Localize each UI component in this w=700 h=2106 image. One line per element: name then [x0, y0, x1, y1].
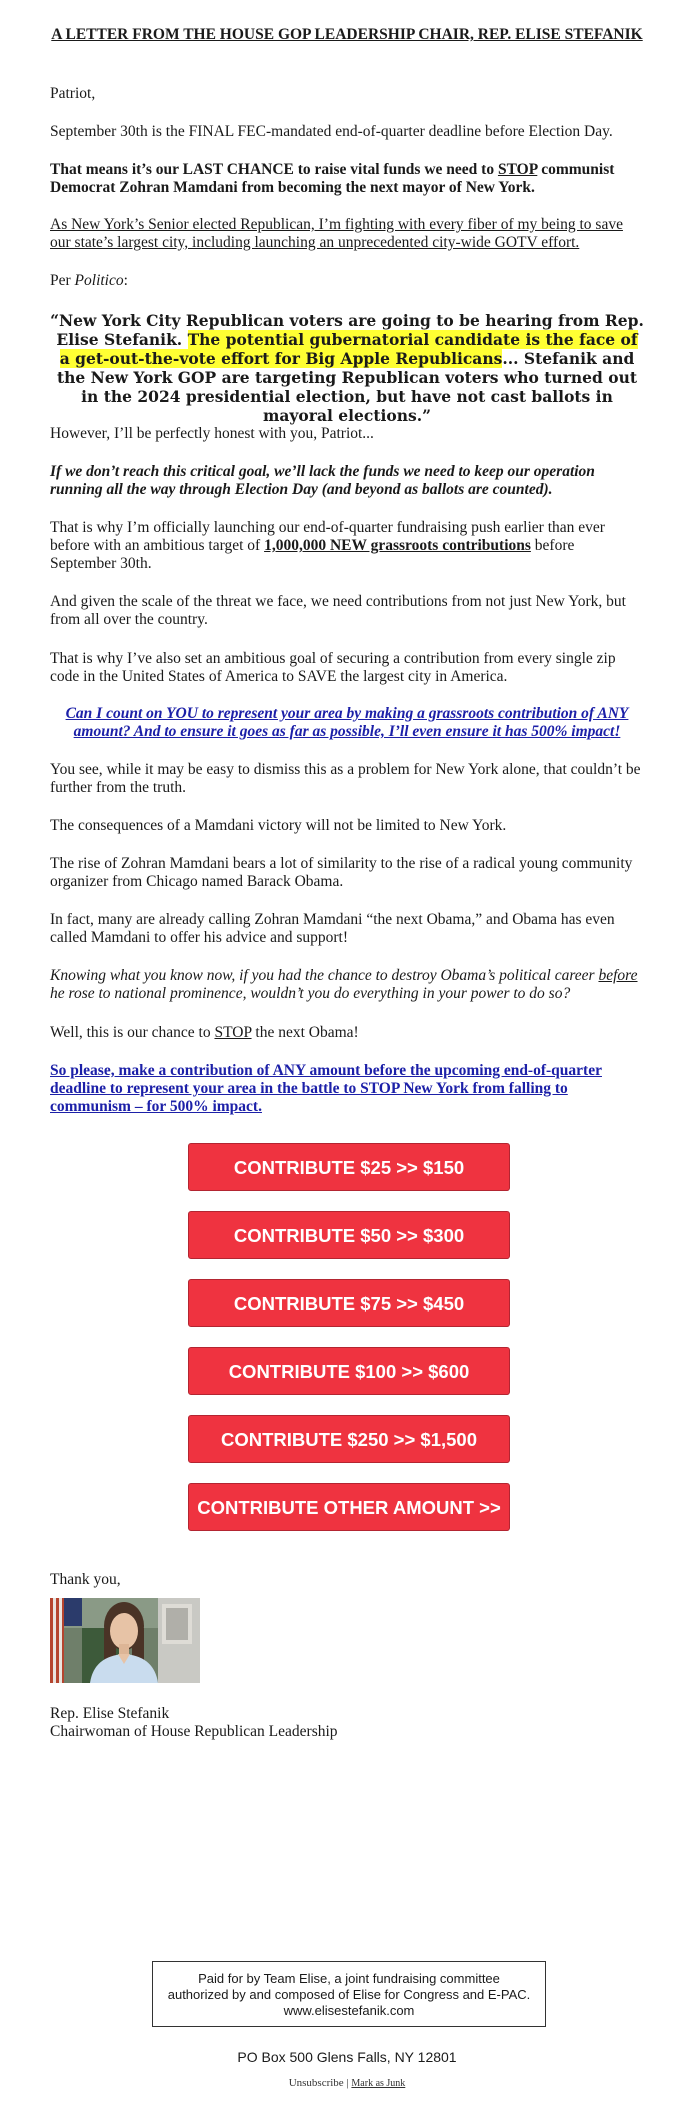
contribute-50-button[interactable]: CONTRIBUTE $50 >> $300 [188, 1211, 510, 1259]
paragraph-zip-code: That is why I’ve also set an ambitious goal of securing a contribution from every single zip code in the United States of America to SAVE the largest city in America. [50, 650, 616, 685]
paragraph-scale-threat: And given the scale of the threat we face, we need contributions from not just New York, but from all over the country. [50, 593, 626, 628]
contribute-100-button[interactable]: CONTRIBUTE $100 >> $600 [188, 1347, 510, 1395]
stop-emphasis-2: STOP [214, 1024, 252, 1041]
footer-separator: | [346, 2077, 349, 2089]
target-emphasis: 1,000,000 NEW grassroots contributions [264, 537, 531, 554]
unsubscribe-link[interactable]: Unsubscribe [288, 2077, 344, 2089]
paragraph-consequences: The consequences of a Mamdani victory will not be limited to New York. [50, 817, 507, 834]
contribute-other-button[interactable]: CONTRIBUTE OTHER AMOUNT >> [188, 1483, 510, 1531]
paragraph-next-obama: In fact, many are already calling Zohran Mamdani “the next Obama,” and Obama has even called Mamdani to offer his advice and support! [50, 911, 615, 946]
paragraph-rise: The rise of Zohran Mamdani bears a lot of similarity to the rise of a radical young community organizer from Chicago named Barack Obama. [50, 855, 633, 890]
mark-as-junk-link[interactable]: Mark as Junk [351, 2078, 406, 2089]
paragraph-deadline: September 30th is the FINAL FEC-mandated end-of-quarter deadline before Election Day. [50, 123, 613, 140]
sign-off-thanks: Thank you, [50, 1571, 121, 1588]
quote-highlight: The potential gubernatorial candidate is the face of a get-out-the-vote effort for Big Apple Republicans [59, 330, 638, 368]
signer-name: Rep. Elise Stefanik [50, 1705, 170, 1722]
unsubscribe-row [50, 2077, 644, 2090]
contribute-link-represent[interactable]: Can I count on YOU to represent your area by making a grassroots contribution of ANY amount? And to ensure it goes as far as possible, I’ll even ensure it has 500% impact! [65, 705, 629, 740]
paragraph-per-politico: Per Politico: [50, 272, 128, 289]
contribute-25-button[interactable]: CONTRIBUTE $25 >> $150 [188, 1143, 510, 1191]
stop-emphasis: STOP [497, 161, 538, 178]
stefanik-photo [50, 1598, 200, 1683]
paragraph-knowing: Knowing what you know now, if you had the chance to destroy Obama’s political career before he rose to national prominence, wouldn’t you do everything in your power to do so? [50, 967, 638, 1002]
paragraph-dismiss: You see, while it may be easy to dismiss this as a problem for New York alone, that couldn’t be further from the truth. [50, 761, 641, 796]
contribute-250-button[interactable]: CONTRIBUTE $250 >> $1,500 [188, 1415, 510, 1463]
contribute-link-please[interactable]: So please, make a contribution of ANY amount before the upcoming end-of-quarter deadline to represent your area in the battle to STOP New York from falling to communism – for 500% impact. [50, 1062, 602, 1115]
source-name: Politico [74, 272, 124, 289]
paragraph-fundraising-push: That is why I’m officially launching our end-of-quarter fundraising push earlier than ever before with an ambitious target of 1,000,000 NEW grassroots contributions before September 30th. [50, 519, 605, 572]
paid-for-disclaimer: Paid for by Team Elise, a joint fundraising committee authorized by and composed of Elise for Congress and E-PAC. www.elisestefanik.com [152, 1961, 546, 2027]
contribute-75-button[interactable]: CONTRIBUTE $75 >> $450 [188, 1279, 510, 1327]
signer-role: Chairwoman of House Republican Leadership [50, 1723, 338, 1740]
politico-quote: “New York City Republican voters are going to be hearing from Rep. Elise Stefanik. The potential gubernatorial candidate is the face of a get-out-the-vote effort for Big Apple Republicans... Stefanik and the New York GOP are targeting Republican voters who turned out in the 2024 presidential election, but have not cast ballots in mayoral elections.” [50, 311, 644, 425]
paragraph-last-chance: That means it’s our LAST CHANCE to raise vital funds we need to STOP communist Democrat Zohran Mamdani from becoming the next mayor of New York. [50, 161, 615, 196]
mailing-address: PO Box 500 Glens Falls, NY 12801 [237, 2049, 457, 2065]
letter-title: A LETTER FROM THE HOUSE GOP LEADERSHIP CHAIR, REP. ELISE STEFANIK [51, 26, 643, 43]
paragraph-our-chance: Well, this is our chance to STOP the next Obama! [50, 1024, 359, 1041]
greeting: Patriot, [50, 85, 96, 102]
paragraph-senior-republican: As New York’s Senior elected Republican, I’m fighting with every fiber of my being to save our state’s largest city, including launching an unprecedented city-wide GOTV effort. [50, 216, 623, 251]
before-emphasis: before [598, 967, 638, 984]
paragraph-critical-goal: If we don’t reach this critical goal, we’ll lack the funds we need to keep our operation running all the way through Election Day (and beyond as ballots are counted). [50, 463, 595, 498]
paragraph-honest: However, I’ll be perfectly honest with you, Patriot... [50, 425, 374, 442]
